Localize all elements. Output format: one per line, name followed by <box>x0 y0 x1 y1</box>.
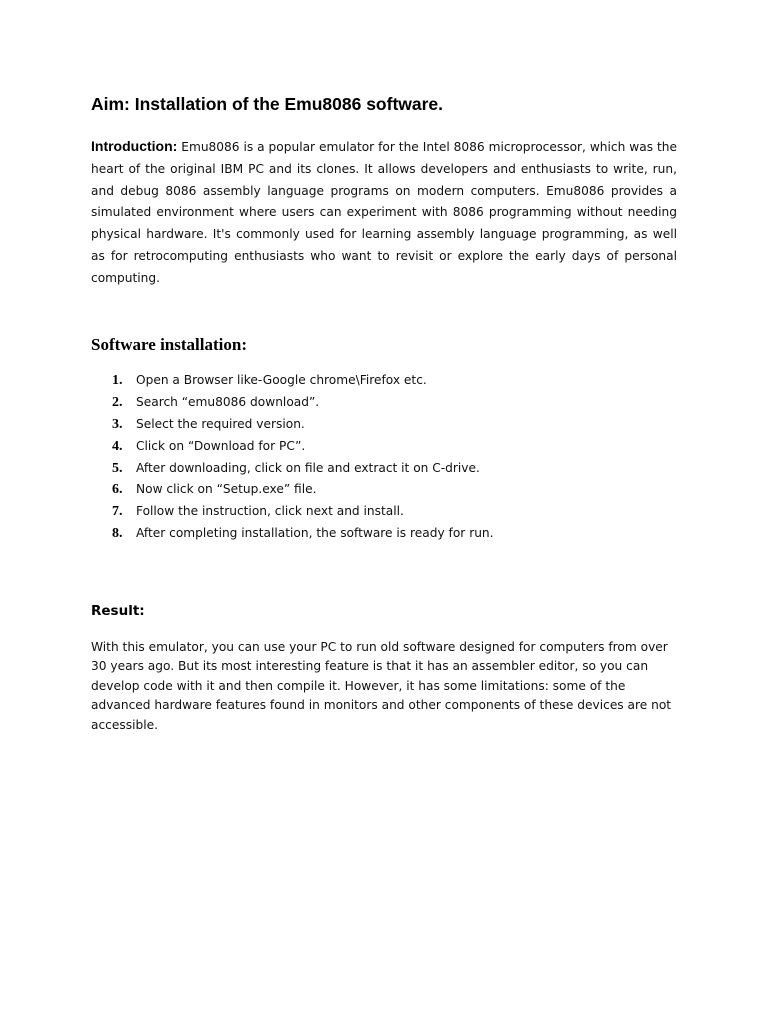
introduction-paragraph <box>91 136 677 290</box>
result-line: 30 years ago. But its most interesting feature is that it has an assembler editor, so you can <box>91 659 649 674</box>
step-number: 2. <box>112 394 123 410</box>
step-text: Search “emu8086 download”. <box>136 394 320 409</box>
software-installation-heading: Software installation: <box>91 335 247 354</box>
step-text: Follow the instruction, click next and install. <box>136 504 404 519</box>
result-line: accessible. <box>91 717 158 732</box>
list-item <box>112 501 494 523</box>
step-number: 7. <box>112 504 123 520</box>
step-text: After completing installation, the software is ready for run. <box>136 526 494 541</box>
introduction-label: Introduction: <box>91 138 178 154</box>
list-item <box>112 436 494 458</box>
step-text: After downloading, click on file and extract it on C-drive. <box>136 460 480 475</box>
list-item <box>112 370 494 392</box>
result-heading: Result: <box>91 603 145 619</box>
step-number: 4. <box>112 438 123 454</box>
result-line: develop code with it and then compile it. However, it has some limitations: some of the <box>91 678 626 693</box>
step-number: 1. <box>112 373 123 388</box>
step-text: Open a Browser like-Google chrome\Firefox etc. <box>136 373 427 387</box>
step-number: 3. <box>112 416 123 432</box>
step-text: Click on “Download for PC”. <box>136 438 306 453</box>
step-number: 5. <box>112 460 123 476</box>
introduction-text: Emu8086 is a popular emulator for the Intel 8086 microprocessor, which was the heart of the original IBM PC and its clones. It allows developers and enthusiasts to write, run, and debug 8086 assembly language programs on modern computers. Emu8086 provides a simulated environment where users can experiment with 8086 programming without needing physical hardware. It's commonly used for learning assembly language programming, as well as for retrocomputing enthusiasts who want to revisit or explore the early days of personal computing. <box>91 140 677 285</box>
step-text: Select the required version. <box>136 416 305 431</box>
list-item <box>112 479 494 501</box>
step-number: 8. <box>112 526 123 542</box>
result-line: advanced hardware features found in monitors and other components of these devices are not <box>91 698 672 713</box>
step-number: 6. <box>112 482 123 498</box>
installation-steps-list <box>112 370 494 545</box>
list-item <box>112 523 494 545</box>
result-paragraph <box>91 638 691 735</box>
list-item <box>112 414 494 436</box>
step-text: Now click on “Setup.exe” file. <box>136 482 317 497</box>
result-line: With this emulator, you can use your PC to run old software designed for computers from over <box>91 640 668 654</box>
aim-title: Aim: Installation of the Emu8086 software. <box>91 94 444 114</box>
list-item <box>112 392 494 414</box>
list-item <box>112 458 494 480</box>
